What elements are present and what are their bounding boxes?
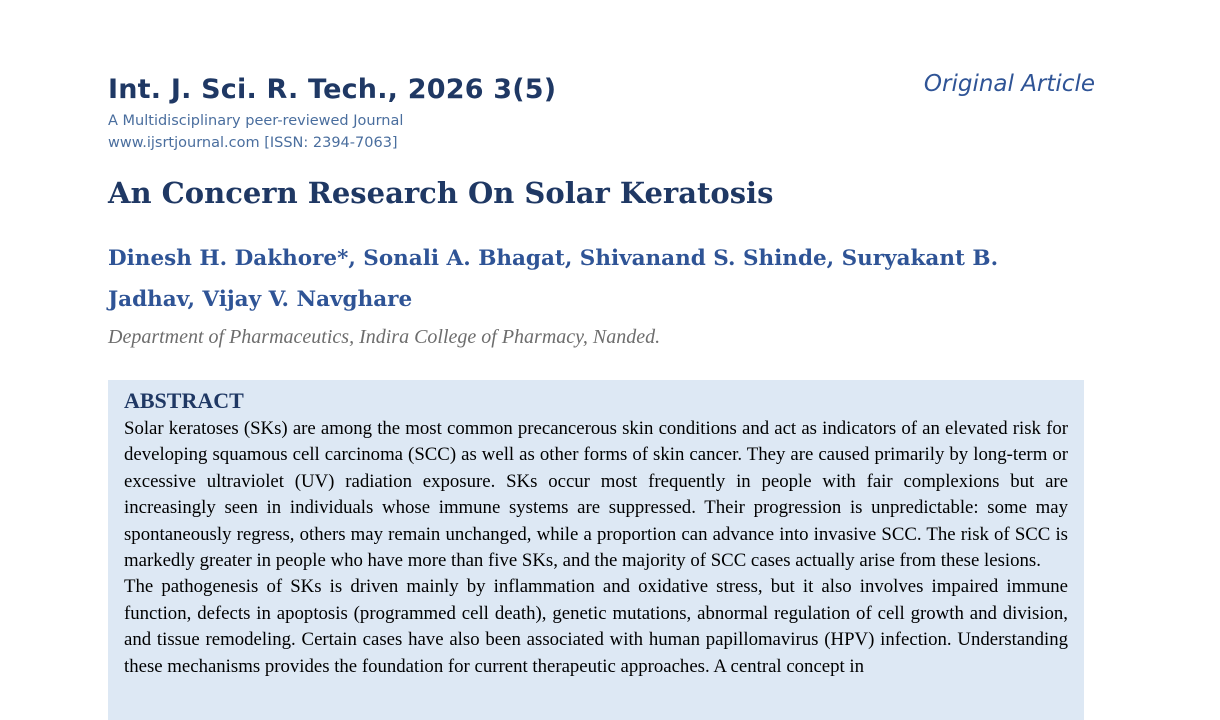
abstract-box	[108, 380, 1084, 720]
affiliation: Department of Pharmaceutics, Indira College of Pharmacy, Nanded.	[108, 326, 661, 348]
abstract-paragraph-1: Solar keratoses (SKs) are among the most common precancerous skin conditions and act as indicators of an elevated risk for developing squamous cell carcinoma (SCC) as well as other forms of skin cancer. They are caused primarily by long-term or excessive ultraviolet (UV) radiation exposure. SKs occur most frequently in people with fair complexions but are increasingly seen in individuals whose immune systems are suppressed. Their progression is unpredictable: some may spontaneously regress, others may remain unchanged, while a proportion can advance into invasive SCC. The risk of SCC is markedly greater in people who have more than five SKs, and the majority of SCC cases actually arise from these lesions.	[124, 418, 1068, 572]
article-type-label: Original Article	[923, 71, 1095, 97]
paper-title: An Concern Research On Solar Keratosis	[108, 176, 774, 210]
abstract-heading: ABSTRACT	[124, 388, 244, 413]
abstract-paragraph-2: The pathogenesis of SKs is driven mainly by inflammation and oxidative stress, but it also involves impaired immune function, defects in apoptosis (programmed cell death), genetic mutations, abnormal regulation of cell growth and division, and tissue remodeling. Certain cases have also been associated with human papillomavirus (HPV) infection. Understanding these mechanisms provides the foundation for current therapeutic approaches. A central concept in	[124, 576, 1068, 677]
journal-title: Int. J. Sci. R. Tech., 2026 3(5)	[108, 74, 557, 105]
author-list: Dinesh H. Dakhore*, Sonali A. Bhagat, Shivanand S. Shinde, Suryakant B. Jadhav, Vijay V. Navghare	[108, 246, 999, 312]
journal-website: www.ijsrtjournal.com [ISSN: 2394-7063]	[108, 135, 398, 151]
journal-tagline: A Multidisciplinary peer-reviewed Journal	[108, 113, 404, 129]
